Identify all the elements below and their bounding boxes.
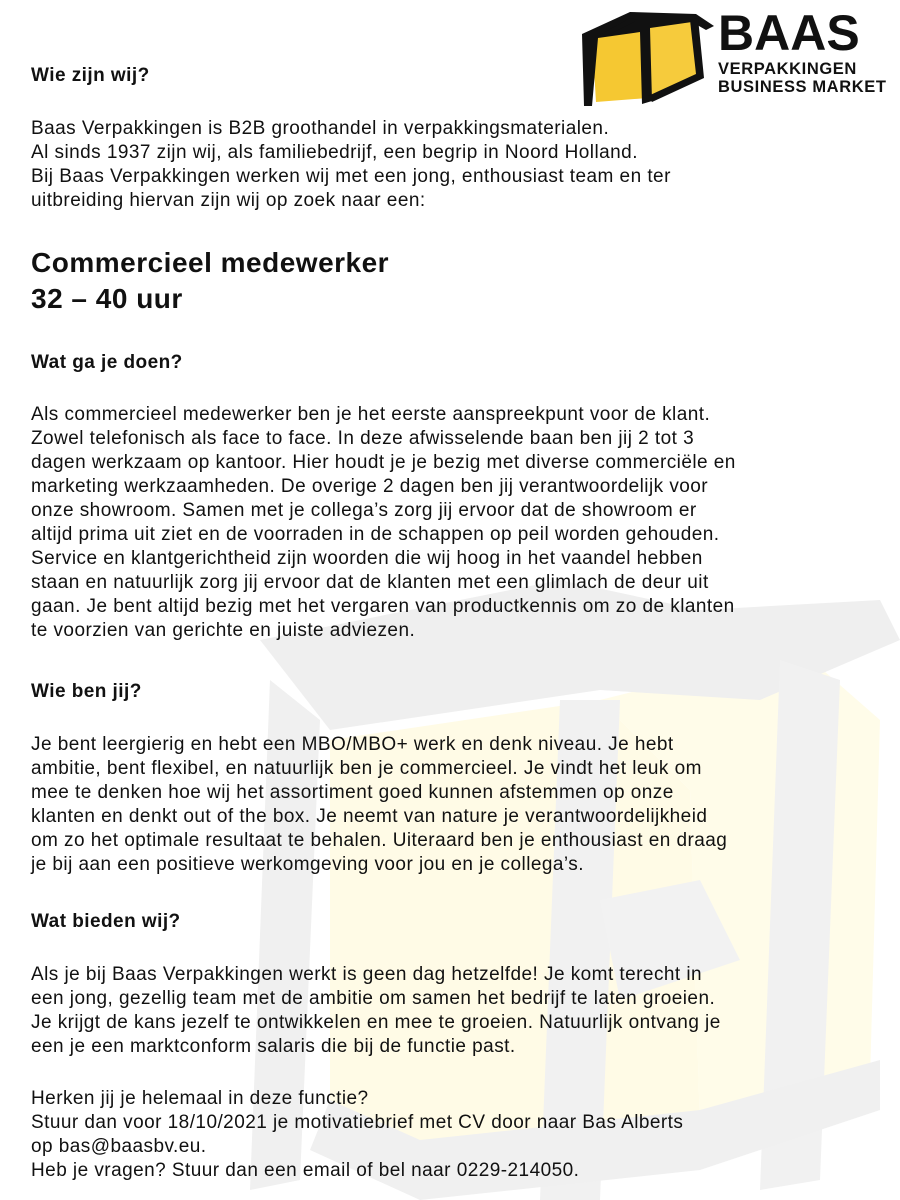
bieden-line: Als je bij Baas Verpakkingen werkt is geen dag hetzelfde! Je komt terecht in [31,964,703,985]
intro-line: uitbreiding hiervan zijn wij op zoek naar een: [31,190,426,211]
intro-heading: Wie zijn wij? [31,65,150,86]
doen-line: onze showroom. Samen met je collega’s zorg jij ervoor dat de showroom er [31,500,697,521]
intro-line: Al sinds 1937 zijn wij, als familiebedrijf, een begrip in Noord Holland. [31,142,638,163]
ben-line: je bij aan een positieve werkomgeving voor jou en je collega’s. [31,854,584,875]
doen-line: staan en natuurlijk zorg jij ervoor dat de klanten met een glimlach de deur uit [31,572,709,593]
doen-line: Service en klantgerichtheid zijn woorden die wij hoog in het vaandel hebben [31,548,703,569]
logo-tagline-1: VERPAKKINGEN [718,60,857,78]
logo-name: BAAS [718,5,860,61]
doen-line: marketing werkzaamheden. De overige 2 dagen ben jij verantwoordelijk voor [31,476,709,497]
doen-line: dagen werkzaam op kantoor. Hier houdt je je bezig met diverse commerciële en [31,452,736,473]
doen-line: altijd prima uit ziet en de voorraden in de schappen op peil worden gehouden. [31,524,720,545]
bieden-line: Je krijgt de kans jezelf te ontwikkelen en mee te groeien. Natuurlijk ontvang je [31,1012,721,1033]
doen-line: Als commercieel medewerker ben je het eerste aanspreekpunt voor de klant. [31,404,711,425]
contact-line: Herken jij je helemaal in deze functie? [31,1088,369,1109]
ben-line: om zo het optimale resultaat te behalen. Uiteraard ben je enthousiast en draag [31,830,728,851]
box-logo-icon [578,6,718,106]
contact-email-line: op bas@baasbv.eu. [31,1136,207,1157]
doen-heading: Wat ga je doen? [31,352,183,373]
ben-line: ambitie, bent flexibel, en natuurlijk ben je commercieel. Je vindt het leuk om [31,758,702,779]
doen-line: te voorzien van gerichte en juiste adviezen. [31,620,416,641]
doen-line: gaan. Je bent altijd bezig met het vergaren van productkennis om zo de klanten [31,596,735,617]
bieden-heading: Wat bieden wij? [31,911,181,932]
intro-line: Bij Baas Verpakkingen werken wij met een jong, enthousiast team en ter [31,166,671,187]
contact-line: Stuur dan voor 18/10/2021 je motivatiebrief met CV door naar Bas Alberts [31,1112,684,1133]
logo-tagline-2: BUSINESS MARKET [718,78,887,96]
job-hours: 32 – 40 uur [31,283,183,314]
job-title: Commercieel medewerker [31,247,390,278]
bieden-line: een je een marktconform salaris die bij de functie past. [31,1036,516,1057]
intro-line: Baas Verpakkingen is B2B groothandel in verpakkingsmaterialen. [31,118,610,139]
ben-heading: Wie ben jij? [31,681,142,702]
ben-line: klanten en denkt out of the box. Je neemt van nature je verantwoordelijkheid [31,806,708,827]
contact-phone-line: Heb je vragen? Stuur dan een email of bel naar 0229-214050. [31,1160,580,1181]
ben-line: mee te denken hoe wij het assortiment goed kunnen afstemmen op onze [31,782,674,803]
ben-line: Je bent leergierig en hebt een MBO/MBO+ werk en denk niveau. Je hebt [31,734,674,755]
doen-line: Zowel telefonisch als face to face. In deze afwisselende baan ben jij 2 tot 3 [31,428,695,449]
company-logo [578,6,890,106]
bieden-line: een jong, gezellig team met de ambitie om samen het bedrijf te laten groeien. [31,988,716,1009]
